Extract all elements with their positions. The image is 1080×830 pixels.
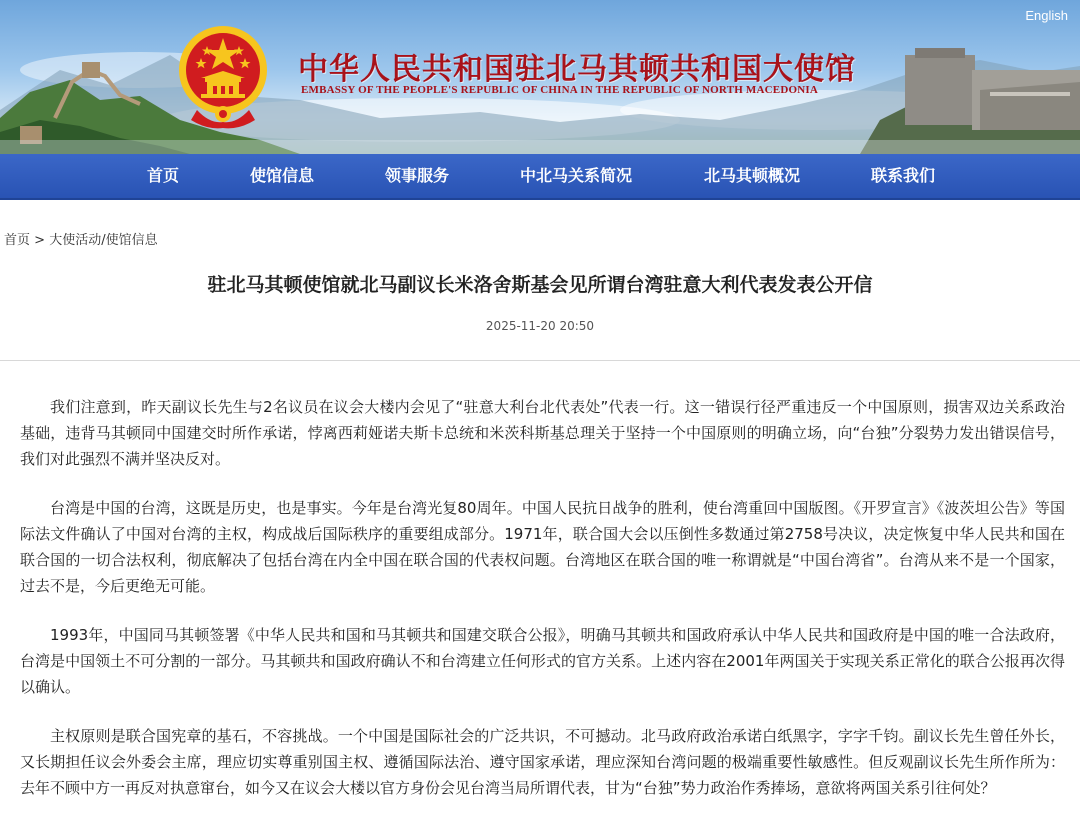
article-paragraph: 1993年，中国同马其顿签署《中华人民共和国和马其顿共和国建交联合公报》，明确马其顿共和国政府承认中华人民共和国政府是中国的唯一合法政府，台湾是中国领土不可分割的一部分。马其顿共和国政府确认不和台湾建立任何形式的官方关系。上述内容在2001年两国关于实现关系正常化的联合公报再次得以确认。 — [20, 626, 1065, 696]
header-banner — [0, 0, 1080, 154]
title-divider — [0, 360, 1080, 361]
article-title: 驻北马其顿使馆就北马副议长米洛舍斯基会见所谓台湾驻意大利代表发表公开信 — [207, 274, 873, 296]
nav-item-consular-services[interactable]: 领事服务 — [385, 166, 450, 185]
article-paragraph: 主权原则是联合国宪章的基石，不容挑战。一个中国是国际社会的广泛共识，不可撼动。北马政府政治承诺白纸黑字，字字千钧。副议长先生曾任外长，又长期担任议会外委会主席，理应切实尊重别国主权、遵循国际法治、遵守国家承诺，理应深知台湾问题的极端重要性敏感性。但反观副议长先生所作所为：去年不顾中方一再反对执意窜台，如今又在议会大楼以官方身份会见台湾当局所谓代表，甘为“台独”势力政治作秀捧场，意欲将两国关系引往何处？ — [20, 727, 1065, 797]
article-paragraph: 台湾是中国的台湾，这既是历史，也是事实。今年是台湾光复80周年。中国人民抗日战争的胜利，使台湾重回中国版图。《开罗宣言》《波茨坦公告》等国际法文件确认了中国对台湾的主权，构成战后国际秩序的重要组成部分。1971年，联合国大会以压倒性多数通过第2758号决议，决定恢复中华人民共和国在联合国的一切合法权利，彻底解决了包括台湾在内全中国在联合国的代表权问题。台湾地区在联合国的唯一称谓就是“中国台湾省”。台湾从来不是一个国家，过去不是，今后更绝无可能。 — [20, 499, 1065, 595]
embassy-title-chinese: 中华人民共和国驻北马其顿共和国大使馆 — [298, 52, 856, 87]
article-paragraph: 我们注意到，昨天副议长先生与2名议员在议会大楼内会见了“驻意大利台北代表处”代表一行。这一错误行径严重违反一个中国原则，损害双边关系政治基础，违背马其顿同中国建交时所作承诺，悖离西莉娅诺夫斯卡总统和米茨科斯基总理关于坚持一个中国原则的明确立场，向“台独”分裂势力发出错误信号，我们对此强烈不满并坚决反对。 — [20, 398, 1065, 468]
national-emblem-icon — [177, 24, 269, 132]
nav-item-contact-us[interactable]: 联系我们 — [871, 166, 936, 185]
nav-item-china-north-macedonia-relations[interactable]: 中北马关系简况 — [520, 166, 633, 185]
nav-item-embassy-info[interactable]: 使馆信息 — [250, 166, 315, 185]
article-body — [20, 394, 1065, 824]
nav-item-north-macedonia-overview[interactable]: 北马其顿概况 — [704, 166, 801, 185]
main-navigation — [0, 154, 1080, 200]
nav-item-home[interactable]: 首页 — [147, 166, 180, 185]
breadcrumb-home-link[interactable]: 首页 — [4, 233, 31, 248]
breadcrumb — [4, 229, 158, 248]
english-language-link[interactable]: English — [1025, 8, 1068, 23]
breadcrumb-current-section[interactable]: 大使活动/使馆信息 — [49, 233, 158, 248]
breadcrumb-separator: > — [34, 233, 46, 248]
embassy-title-english: EMBASSY OF THE PEOPLE'S REPUBLIC OF CHINA IN THE REPUBLIC OF NORTH MACEDONIA — [301, 84, 819, 96]
article-date: 2025-11-20 20:50 — [485, 319, 595, 333]
